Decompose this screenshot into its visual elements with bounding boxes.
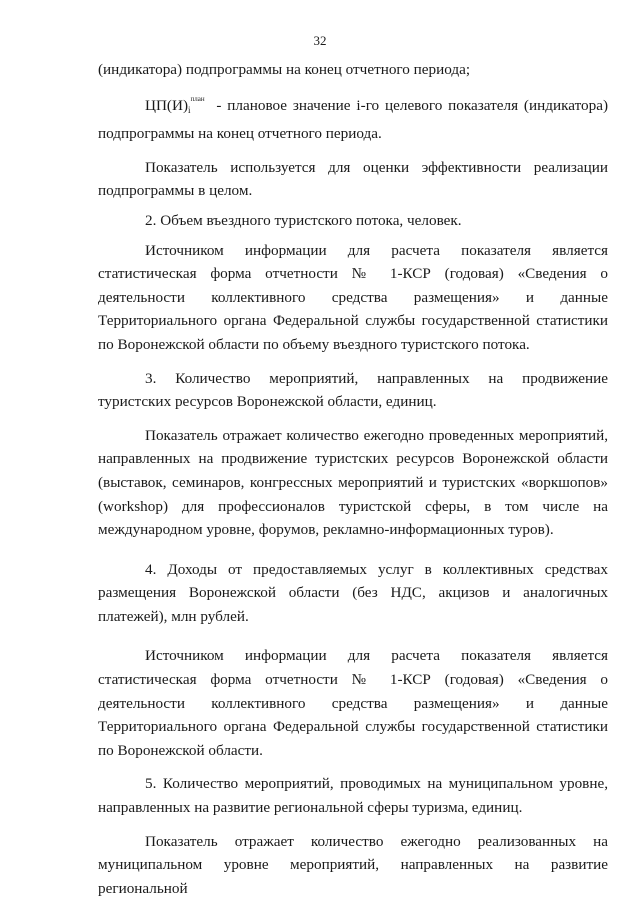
section-heading: 5. Количество мероприятий, проводимых на муниципальном уровне, направленных на развитие региональной сферы туризма, единиц. [98, 775, 608, 817]
section-heading: 2. Объем въездного туристского потока, человек. [145, 211, 462, 229]
formula-description: - плановое значение i-го целевого показателя (индикатора) подпрограммы на конец отчетного периода. [98, 96, 609, 143]
section-heading: 4. Доходы от предоставляемых услуг в коллективных средствах размещения Воронежской области (без НДС, акцизов и аналогичных платежей), млн рублей. [98, 560, 608, 625]
paragraph: Источником информации для расчета показателя является статистическая форма отчетности № 1-КСР (годовая) «Сведения о деятельности коллективного средства размещения» и данные Территориального органа Федеральной службы государственной статистики по Воронежской области. [98, 647, 608, 759]
paragraph: Показатель отражает количество ежегодно проведенных мероприятий, направленных на продвижение туристских ресурсов Воронежской области (выставок, семинаров, конгрессных мероприятий и туристских «воркшопов» (workshop) для профессионалов туристской сферы, в том числе на международном уровне, форумов, рекламно-информационных туров). [98, 426, 608, 539]
formula-paragraph [98, 88, 608, 146]
paragraph: (индикатора) подпрограммы на конец отчетного периода; [98, 61, 471, 78]
page-number: 32 [313, 33, 327, 48]
paragraph: Показатель отражает количество ежегодно реализованных на муниципальном уровне мероприятий, направленных на развитие региональной [98, 832, 608, 897]
formula-base: ЦП(И) [145, 96, 189, 114]
section-heading: 3. Количество мероприятий, направленных на продвижение туристских ресурсов Воронежской области, единиц. [98, 369, 608, 411]
formula-superscript: план [190, 94, 205, 103]
document-body [98, 58, 608, 900]
paragraph: Показатель используется для оценки эффективности реализации подпрограммы в целом. [98, 158, 608, 200]
paragraph: Источником информации для расчета показателя является статистическая форма отчетности № 1-КСР (годовая) «Сведения о деятельности коллективного средства размещения» и данные Территориального органа Федеральной службы государственной статистики по Воронежской области по объему въездного туристского потока. [98, 241, 608, 353]
formula-symbol [145, 94, 205, 115]
formula-subscript: i [188, 104, 191, 115]
